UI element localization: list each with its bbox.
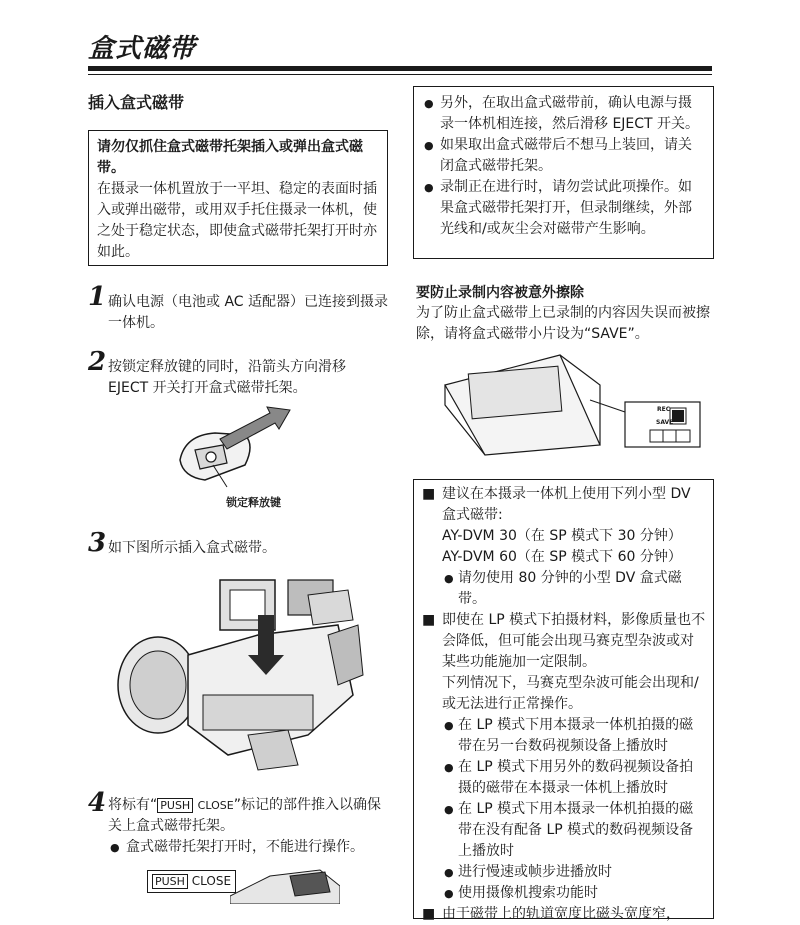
tape-info-bullet: ● 在 LP 模式下用另外的数码视频设备拍摄的磁带在本摄录一体机上播放时 [442,757,707,799]
tape-info-bullet: ● 在 LP 模式下用本摄录一体机拍摄的磁带在没有配备 LP 模式的数码视频设备上播放时 [442,799,707,862]
lock-release-label: 锁定释放键 [226,496,281,509]
step-2-text: 按锁定释放键的同时，沿箭头方向滑移 EJECT 开关打开盒式磁带托架。 [108,359,346,396]
tape-info-line: ■ 即使在 LP 模式下拍摄材料，影像质量也不会降低，但可能会出现马赛克型杂波或对某些功能施加一定限制。 [442,612,706,670]
tape-info-line: 下列情况下，马赛克型杂波可能会出现和/或无法进行正常操作。 [442,675,699,712]
step-1-text: 确认电源（电池或 AC 适配器）已连接到摄录一体机。 [108,294,389,331]
tape-illustration [440,350,710,460]
warning-box [88,130,388,266]
note-item: ● 另外，在取出盒式磁带前，确认电源与摄录一体机相连接，然后滑移 EJECT 开关。 [422,93,705,135]
tape-info-line: AY-DVM 30（在 SP 模式下 30 分钟） [442,528,682,544]
step-1-number: 1 [88,282,107,312]
title-rule-thin [88,74,712,75]
tape-info-line: ■ 由于磁带上的轨道宽度比磁头宽度窄， [442,906,680,922]
tape-info-bullet: ● 请勿使用 80 分钟的小型 DV 盒式磁带。 [442,568,707,610]
step-4-text [108,795,390,837]
step-4-number: 4 [88,788,107,818]
protect-text: 为了防止盒式磁带上已录制的内容因失误而被擦除，请将盒式磁带小片设为“SAVE”。 [416,305,710,342]
tape-info-bullet: ● 在 LP 模式下用本摄录一体机拍摄的磁带在另一台数码视频设备上播放时 [442,715,707,757]
note-item: ● 录制正在进行时，请勿尝试此项操作。如果盒式磁带托架打开，但录制继续，外部光线和/或灰尘会对磁带产生影响。 [422,177,705,240]
camera-insert-illustration [108,565,368,775]
notes-box [413,86,714,259]
step-3-text: 如下图所示插入盒式磁带。 [108,540,276,556]
step-4-text-pre: 将标有“ [108,797,158,813]
title-rule [88,66,712,71]
page-title: 盒式磁带 [88,34,197,64]
tape-info-box [413,479,714,922]
eject-switch-illustration [175,405,295,490]
warning-text: 在摄录一体机置放于一平坦、稳定的表面时插入或弹出磁带，或用双手托住摄录一体机，使之处于稳定状态，即使盒式磁带托架打开时亦如此。 [97,181,377,260]
tape-save-label: SAVE [656,419,674,426]
step-4-bullet: ● 盒式磁带托架打开时，不能进行操作。 [108,837,390,858]
step-4-bullets [108,837,390,858]
step-2-number: 2 [88,347,107,377]
tape-info-item [422,610,707,904]
push-close-callout [147,870,236,893]
tape-info-list [422,484,707,925]
tape-info-line: AY-DVM 60（在 SP 模式下 60 分钟） [442,549,682,565]
section-title-insert: 插入盒式磁带 [88,93,185,112]
tape-info-bullet: ● 进行慢速或帧步进播放时 [442,862,707,883]
push-mark: PUSH [157,798,193,813]
tape-info-item [422,484,707,610]
warning-title: 请勿仅抓住盒式磁带托架插入或弹出盒式磁带。 [97,139,363,176]
tape-rec-label: REC [657,406,671,413]
note-item: ● 如果取出盒式磁带后不想马上装回，请关闭盒式磁带托架。 [422,135,705,177]
push-close-illustration [230,866,340,904]
tape-info-item [422,904,707,925]
tape-info-line: ■ 建议在本摄录一体机上使用下列小型 DV 盒式磁带: [442,486,691,523]
push-callout-label: PUSH [152,874,188,889]
close-callout-label: CLOSE [191,874,232,888]
step-4-text-post: ”标记的部件推入以确保关上盒式磁带托架。 [108,797,381,834]
step-3-number: 3 [88,528,107,558]
close-mark: CLOSE [197,799,234,812]
tape-info-bullet: ● 使用摄像机搜索功能时 [442,883,707,904]
protect-title: 要防止录制内容被意外擦除 [416,285,584,301]
notes-list [422,93,705,240]
